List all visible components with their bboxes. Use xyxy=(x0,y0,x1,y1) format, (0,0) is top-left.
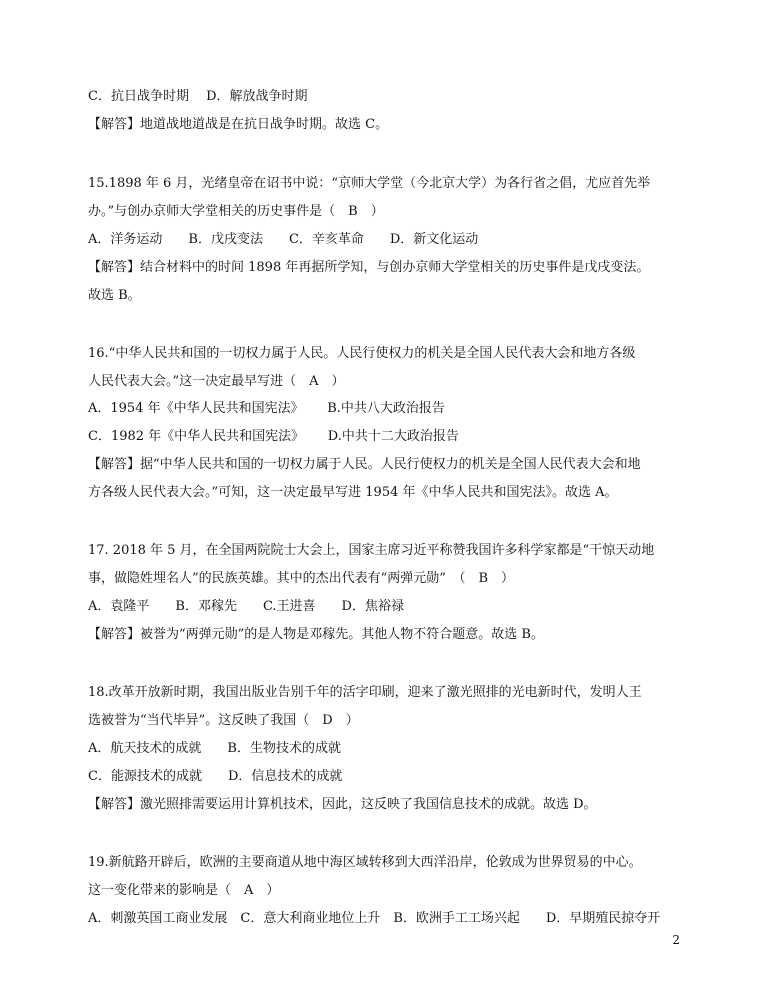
page-number: 2 xyxy=(672,933,680,947)
answer-explanation: 【解答】结合材料中的时间 1898 年再据所学知，与创办京师大学堂相关的历史事件是戊戌变法。 xyxy=(88,260,650,275)
question-18-text: 18.改革开放新时期，我国出版业告别千年的活字印刷，迎来了激光照排的光电新时代，发明人王 xyxy=(88,685,642,700)
text-line: C．抗日战争时期 D．解放战争时期 xyxy=(88,89,308,104)
question-19-options: A．刺激英国工商业发展 C．意大利商业地位上升 B．欧洲手工工场兴起 D．早期殖民掠夺开 xyxy=(88,911,661,926)
answer-explanation: 【解答】据“中华人民共和国的一切权力属于人民。人民行使权力的机关是全国人民代表大会和地 xyxy=(88,457,641,472)
answer-explanation: 【解答】被誉为“两弹元勋”的是人物是邓稼先。其他人物不符合题意。故选 B。 xyxy=(88,627,544,642)
question-18-text: 选被誉为“当代毕异”。这反映了我国（ D ） xyxy=(88,713,359,728)
question-17-text: 事，做隐姓埋名人”的民族英雄。其中的杰出代表有“两弹元勋” （ B ） xyxy=(88,571,514,586)
question-17-text: 17. 2018 年 5 月，在全国两院院士大会上，国家主席习近平称赞我国许多科学家都是“干惊天动地 xyxy=(88,543,655,558)
question-17-options: A．袁隆平 B．邓稼先 C.王进喜 D．焦裕禄 xyxy=(88,599,404,614)
question-15-options: A．洋务运动 B．戊戌变法 C．辛亥革命 D．新文化运动 xyxy=(88,232,479,247)
answer-explanation: 故选 B。 xyxy=(88,288,141,303)
question-16-text: 人民代表大会。”这一决定最早写进（ A ） xyxy=(88,374,345,389)
answer-explanation: 【解答】激光照排需要运用计算机技术，因此，这反映了我国信息技术的成就。故选 D。 xyxy=(88,797,597,812)
question-19-text: 这一变化带来的影响是（ A ） xyxy=(88,883,280,898)
question-15-text: 办。”与创办京师大学堂相关的历史事件是（ B ） xyxy=(88,204,384,219)
question-18-options: C．能源技术的成就 D．信息技术的成就 xyxy=(88,769,343,784)
question-16-options: A．1954 年《中华人民共和国宪法》 B.中共八大政治报告 xyxy=(88,401,445,416)
question-15-text: 15.1898 年 6 月，光绪皇帝在诏书中说：“京师大学堂（今北京大学）为各行省之倡，尤应首先举 xyxy=(88,176,651,191)
answer-explanation: 方各级人民代表大会。”可知，这一决定最早写进 1954 年《中华人民共和国宪法》。故选 A。 xyxy=(88,485,618,500)
question-16-text: 16.“中华人民共和国的一切权力属于人民。人民行使权力的机关是全国人民代表大会和地方各级 xyxy=(88,346,636,361)
answer-explanation: 【解答】地道战地道战是在抗日战争时期。故选 C。 xyxy=(88,117,389,132)
question-16-options: C．1982 年《中华人民共和国宪法》 D.中共十二大政治报告 xyxy=(88,429,459,444)
question-18-options: A．航天技术的成就 B．生物技术的成就 xyxy=(88,741,341,756)
question-19-text: 19.新航路开辟后，欧洲的主要商道从地中海区域转移到大西洋沿岸，伦敦成为世界贸易的中心。 xyxy=(88,855,642,870)
